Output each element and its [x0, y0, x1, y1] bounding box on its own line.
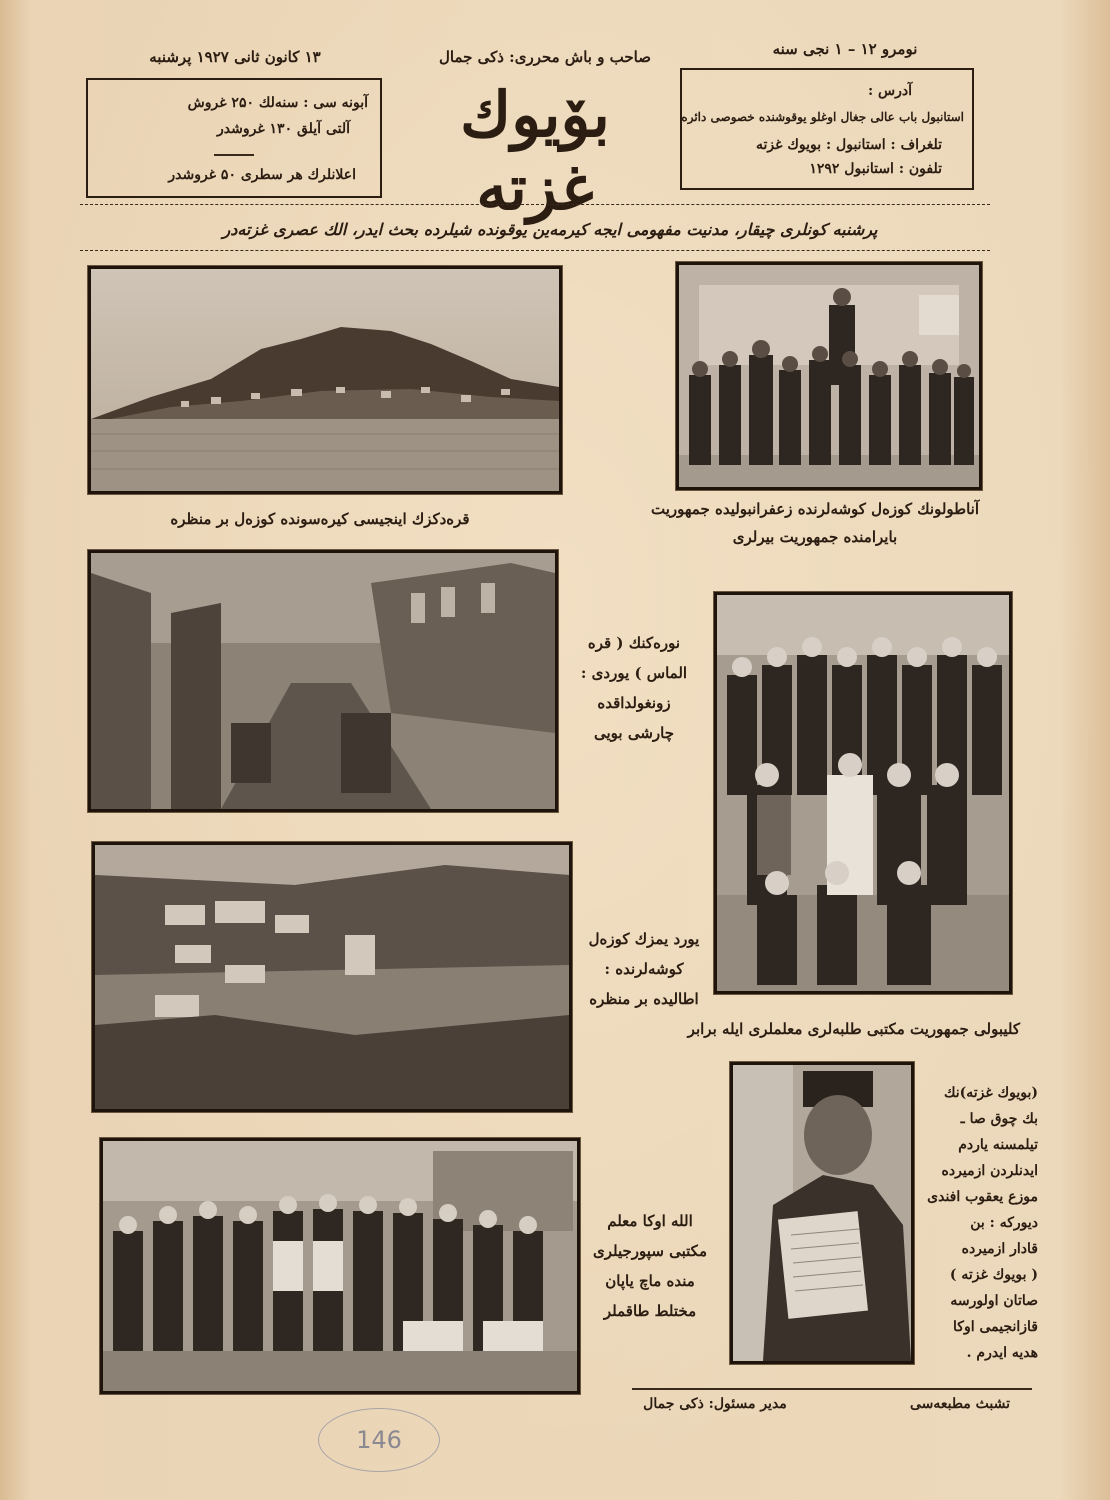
footer-rule [632, 1388, 1032, 1390]
owner-line: صاحب و باش محرری: ذکی جمال [439, 48, 651, 66]
side-line: ( بویوك غزته ) [949, 1267, 1038, 1283]
caption-safranbolu-line1: آناطولونك کوزه‌ل کوشه‌لرنده زعفرانبولیده جمهوریت [650, 500, 980, 518]
photo-antalya-view [92, 842, 572, 1112]
photo-zonguldak-bazaar [88, 550, 558, 812]
telephone-line: تلفون : استانبول ۱۲۹۲ [809, 161, 942, 177]
subscription-price: آبونه سی : سنه‌لك ۲۵۰ غروش [187, 95, 368, 111]
side-line: مختلط طاقملر [603, 1302, 697, 1320]
side-line: نوره‌کنك ( قره [587, 634, 681, 652]
caption-gallipoli: کلیبولی جمهوریت مکتبی طلبه‌لری معلملری ایله برابر [687, 1020, 1020, 1038]
divider [214, 154, 254, 156]
caption-safranbolu-line2: بایرامنده جمهوریت بیرلری [732, 528, 898, 546]
side-line: دیورکه : بن [970, 1215, 1038, 1231]
side-line: اطالیده بر منظره [589, 990, 699, 1008]
footer-editor: مدیر مسئول: ذکی جمال [643, 1396, 787, 1412]
address-box [680, 68, 974, 190]
side-line: قادار ازمیرده [961, 1241, 1038, 1257]
footer-printer: تشبث مطبعه‌سی [909, 1396, 1011, 1412]
issue-line: نومرو ۱۲ – ۱ نجی سنه [772, 40, 918, 58]
photo-yakup-efendi [730, 1062, 914, 1364]
photo-gallipoli-school [714, 592, 1012, 994]
masthead: بۆیوك غزته [460, 78, 610, 224]
side-line: الماس ) یوردی : [580, 664, 688, 682]
side-line: (بویوك غزته)نك [943, 1085, 1038, 1101]
photo-giresun-landscape [88, 266, 562, 494]
caption-giresun: قره‌دکزك اینجیسی کیره‌سونده کوزه‌ل بر منظره [170, 510, 470, 528]
side-line: موزع یعقوب افندی [927, 1189, 1038, 1205]
side-line: تیلمسنه یاردم [958, 1137, 1038, 1153]
side-line: هدیه ایدرم . [966, 1345, 1038, 1361]
archive-stamp: 146 [318, 1408, 440, 1472]
side-line: کوشه‌لرنده : [604, 960, 684, 978]
advert-price: اعلانلرك هر سطری ۵۰ غروشدر [168, 167, 356, 183]
side-line: صاتان اولورسه [950, 1293, 1038, 1309]
side-text-sports [590, 1206, 710, 1326]
side-line: الله اوکا معلم [607, 1212, 693, 1230]
side-line: بك چوق صا ـ [960, 1111, 1038, 1127]
subscription-box [86, 78, 382, 198]
side-line: چارشی بویی [594, 724, 674, 742]
side-line: منده ماچ یاپان [605, 1272, 695, 1290]
telegraph-line: تلغراف : استانبول : بویوك غزته [756, 137, 942, 153]
header-rule-top [80, 204, 990, 205]
motto: پرشنبه کونلری چیقار، مدنیت مفهومی ایجه کیرمه‌ین یوقونده شیلرده بحث ایدر، الك عصری غزته‌در [222, 220, 878, 239]
header-rule-bottom [80, 250, 990, 251]
address-street: استانبول باب عالی جغال اوغلو یوقوشنده خصوصی دائره [681, 110, 964, 124]
photo-sports-teams [100, 1138, 580, 1394]
side-line: ایدنلردن ازمیرده [941, 1163, 1038, 1179]
side-line: قازانجیمی اوکا [953, 1319, 1038, 1335]
subscription-six-months: آلتی آیلق ۱۳۰ غروشدر [217, 121, 350, 137]
photo-safranbolu-republic-day [676, 262, 982, 490]
side-text-antalya [578, 924, 710, 1014]
side-line: زونغولداقده [597, 694, 671, 712]
date-line: ۱۳ کانون ثانی ۱۹۲۷ پرشنبه [149, 48, 321, 66]
side-text-zonguldak [568, 628, 700, 748]
address-label: آدرس : [867, 83, 912, 99]
side-text-yakup [912, 1080, 1038, 1366]
side-line: یورد یمزك کوزه‌ل [588, 930, 700, 948]
side-line: مکتبی سپورجیلری [593, 1242, 707, 1260]
